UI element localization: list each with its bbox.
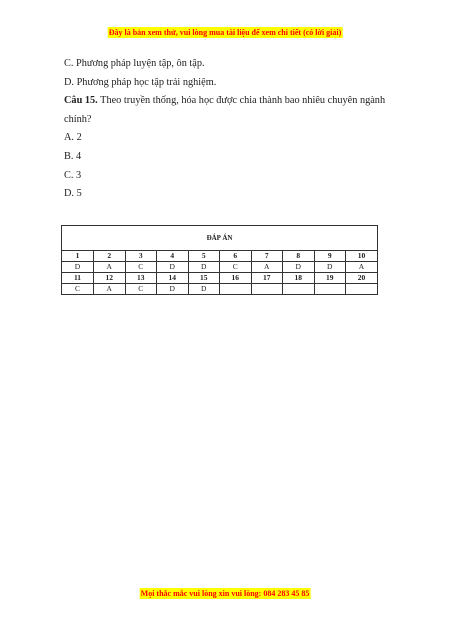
question-number-cell: 7 bbox=[251, 251, 283, 262]
option-a: A. 2 bbox=[64, 132, 82, 144]
answer-row bbox=[62, 284, 377, 295]
answer-cell bbox=[346, 284, 378, 295]
option-b: B. 4 bbox=[64, 150, 82, 162]
question-number-cell: 2 bbox=[94, 251, 126, 262]
answer-cell: D bbox=[283, 262, 315, 273]
question-number-cell: 17 bbox=[251, 273, 283, 284]
question-number-cell: 5 bbox=[188, 251, 220, 262]
answer-cell: D bbox=[62, 262, 94, 273]
answer-cell bbox=[283, 284, 315, 295]
answer-cell: A bbox=[94, 284, 126, 295]
document-body bbox=[64, 55, 386, 204]
answer-cell bbox=[314, 284, 346, 295]
question-15 bbox=[64, 92, 386, 129]
question-number-cell: 18 bbox=[283, 273, 315, 284]
answer-cell: A bbox=[94, 262, 126, 273]
answer-cell: A bbox=[251, 262, 283, 273]
question-number-cell: 4 bbox=[157, 251, 189, 262]
answer-key-title: ĐÁP ÁN bbox=[206, 234, 233, 242]
question-number-cell: 19 bbox=[314, 273, 346, 284]
answer-cell bbox=[251, 284, 283, 295]
question-number-row bbox=[62, 273, 377, 284]
option-c: C. 3 bbox=[64, 169, 82, 181]
answer-row bbox=[62, 262, 377, 273]
answer-key-table bbox=[61, 225, 378, 295]
question-number-cell: 20 bbox=[346, 273, 378, 284]
question-number-cell: 9 bbox=[314, 251, 346, 262]
answer-grid bbox=[62, 250, 377, 294]
question-label: Câu 15. bbox=[64, 95, 98, 107]
answer-cell: C bbox=[125, 262, 157, 273]
preview-notice-banner: Đây là bản xem thử, vui lòng mua tài liệu để xem chi tiết (có lời giải) bbox=[108, 28, 342, 37]
answer-cell: D bbox=[157, 284, 189, 295]
question-text: Theo truyền thống, hóa học được chia thành bao nhiêu chuyên ngành chính? bbox=[64, 95, 386, 125]
answer-cell: C bbox=[125, 284, 157, 295]
contact-banner: Mọi thắc mắc vui lòng xin vui lòng: 084 283 45 85 bbox=[140, 589, 310, 598]
question-number-cell: 8 bbox=[283, 251, 315, 262]
answer-cell: D bbox=[157, 262, 189, 273]
option-line: D. Phương pháp học tập trải nghiệm. bbox=[64, 76, 217, 88]
answer-cell: D bbox=[314, 262, 346, 273]
question-number-cell: 3 bbox=[125, 251, 157, 262]
question-number-cell: 15 bbox=[188, 273, 220, 284]
question-number-cell: 6 bbox=[220, 251, 252, 262]
question-number-cell: 13 bbox=[125, 273, 157, 284]
answer-cell: C bbox=[62, 284, 94, 295]
question-number-cell: 10 bbox=[346, 251, 378, 262]
question-number-cell: 12 bbox=[94, 273, 126, 284]
question-number-cell: 16 bbox=[220, 273, 252, 284]
answer-cell bbox=[220, 284, 252, 295]
answer-cell: A bbox=[346, 262, 378, 273]
question-number-cell: 14 bbox=[157, 273, 189, 284]
answer-cell: D bbox=[188, 284, 220, 295]
answer-cell: C bbox=[220, 262, 252, 273]
answer-cell: D bbox=[188, 262, 220, 273]
option-d: D. 5 bbox=[64, 188, 82, 200]
question-number-cell: 1 bbox=[62, 251, 94, 262]
question-number-cell: 11 bbox=[62, 273, 94, 284]
option-line: C. Phương pháp luyện tập, ôn tập. bbox=[64, 58, 205, 69]
question-number-row bbox=[62, 251, 377, 262]
